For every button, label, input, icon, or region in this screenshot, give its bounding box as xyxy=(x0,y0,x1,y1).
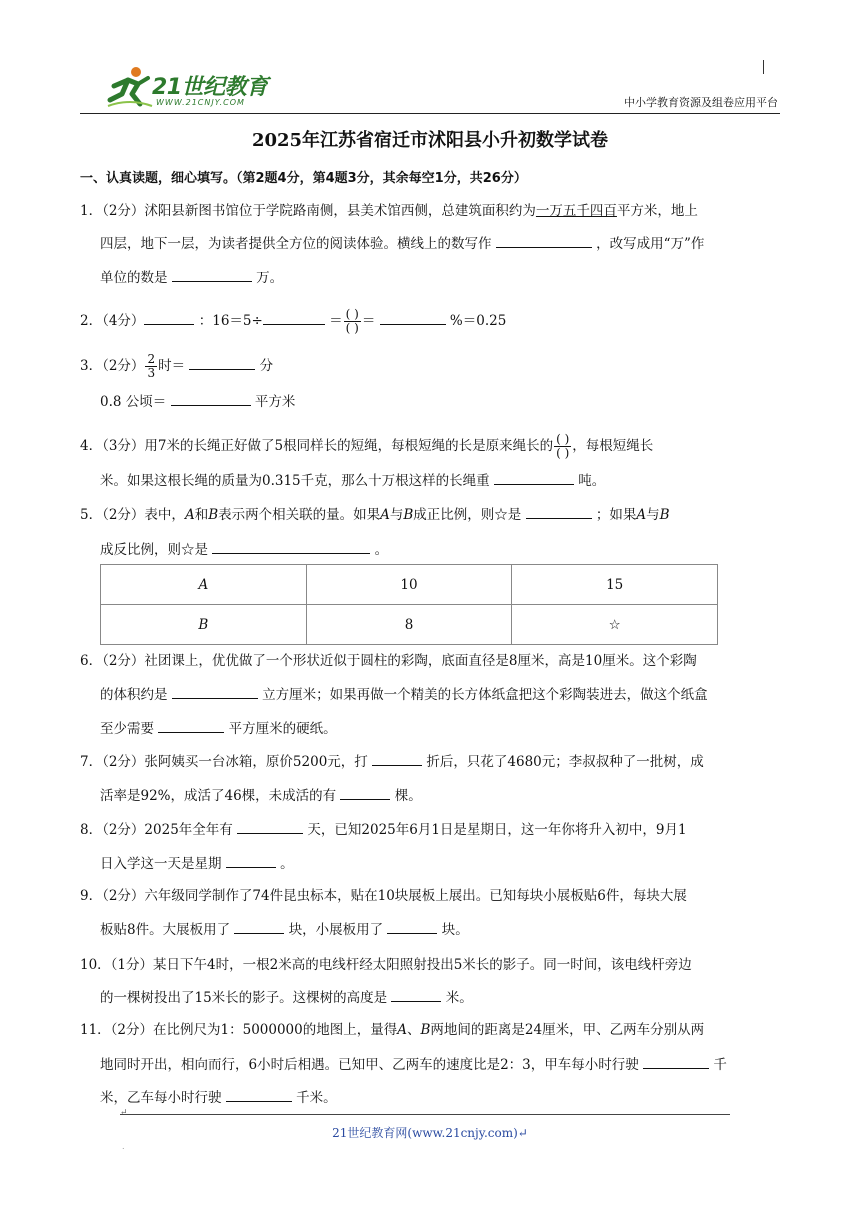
q2-answer-blank[interactable] xyxy=(263,310,325,325)
q2-fraction: $\frac{( )}{( )}$ xyxy=(345,307,359,335)
q5-answer-blank[interactable] xyxy=(526,504,592,519)
runner-logo-icon xyxy=(106,64,154,110)
q3-text: 分 xyxy=(259,358,274,374)
q2-answer-blank[interactable] xyxy=(380,310,446,325)
q2-text: ＝ xyxy=(329,313,343,329)
header-platform-text: 中小学教育资源及组卷应用平台 xyxy=(624,96,778,109)
footer-return-mark: ↵ xyxy=(120,1108,128,1118)
q4-text: ，每根短绳长 xyxy=(572,438,654,454)
table-cell: 15 xyxy=(512,565,718,605)
section-heading: 一、认真读题，细心填写。（第2题4分，第4题3分，其余每空1分，共26分） xyxy=(80,171,527,186)
q6-line3: 至少需要 平方厘米的硬纸。 xyxy=(100,718,337,739)
q1-text: 四层，地下一层，为读者提供全方位的阅读体验。横线上的数写作 xyxy=(100,236,492,252)
page-title: 2025年江苏省宿迁市沭阳县小升初数学试卷 xyxy=(251,130,609,151)
q8-line1: 8．（2分）2025年全年有 天，已知2025年6月1日是星期日，这一年你将升入初中，9月1 xyxy=(80,819,687,840)
q11-line3: 米，乙车每小时行驶 千米。 xyxy=(100,1087,337,1108)
q1-underlined-number: 一万五千四百 xyxy=(535,203,617,219)
q10-answer-blank[interactable] xyxy=(391,987,441,1002)
q5-line2: 成反比例，则☆是 。 xyxy=(100,539,388,560)
q3-line2 xyxy=(100,391,295,412)
logo-url: WWW.21CNJY.COM xyxy=(156,98,245,107)
logo-text: 21世纪教育 xyxy=(152,75,268,100)
q11-line1: 11．（2分）在比例尺为1：5000000的地图上，量得A、B两地间的距离是24厘米，甲、乙两车分别从两 xyxy=(80,1022,705,1038)
q7-answer-blank[interactable] xyxy=(372,751,422,766)
q2-text: ：16＝5÷ xyxy=(198,313,263,329)
table-cell: A xyxy=(101,565,307,605)
q11-answer-blank[interactable] xyxy=(643,1054,709,1069)
q4-answer-blank[interactable] xyxy=(494,470,574,485)
q3-answer-blank[interactable] xyxy=(189,355,255,370)
q3-text: 平方米 xyxy=(254,394,296,410)
q7-answer-blank[interactable] xyxy=(340,785,390,800)
q8-answer-blank[interactable] xyxy=(237,819,303,834)
table-row xyxy=(101,605,718,645)
q4-line1 xyxy=(80,433,653,460)
q5-table xyxy=(100,564,718,645)
q6-line1: 6．（2分）社团课上，优优做了一个形状近似于圆柱的彩陶，底面直径是8厘米，高是10厘米。这个彩陶 xyxy=(80,653,697,669)
q1-text: ，改写成用“万”作 xyxy=(596,236,705,252)
q3-line1 xyxy=(80,353,273,380)
q9-line1: 9．（2分）六年级同学制作了74件昆虫标本，贴在10块展板上展出。已知每块小展板贴6件，每块大展 xyxy=(80,888,687,904)
footer-link-text[interactable]: 21世纪教育网(www.21cnjy.com)↵ xyxy=(332,1126,528,1140)
q4-text: 4．（3分）用7米的长绳正好做了5根同样长的短绳，每根短绳的长是原来绳长的 xyxy=(80,438,554,454)
q2-text: 2．（4分） xyxy=(80,313,145,329)
q8-line2: 日入学这一天是星期 。 xyxy=(100,853,294,874)
q3-text: 3．（2分） xyxy=(80,358,145,374)
q4-text: 吨。 xyxy=(578,473,606,489)
q1-text: 1．（2分）沭阳县新图书馆位于学院路南侧，县美术馆西侧，总建筑面积约为 xyxy=(80,203,536,219)
q1-line3 xyxy=(100,267,283,288)
q7-line1: 7．（2分）张阿姨买一台冰箱，原价5200元，打 折后，只花了4680元；李叔叔种了一批树，成 xyxy=(80,751,704,772)
q7-line2: 活率是92%，成活了46棵，未成活的有 棵。 xyxy=(100,785,422,806)
table-cell: ☆ xyxy=(512,605,718,645)
footer-divider xyxy=(120,1114,730,1115)
q10-line1: 10．（1分）某日下午4时，一根2米高的电线杆经太阳照射投出5米长的影子。同一时间，该电线杆旁边 xyxy=(80,957,692,973)
table-row xyxy=(101,565,718,605)
q9-answer-blank[interactable] xyxy=(387,919,437,934)
q1-line2 xyxy=(100,233,704,254)
footer-dot: . xyxy=(122,1142,125,1151)
q4-text: 米。如果这根长绳的质量为0.315千克，那么十万根这样的长绳重 xyxy=(100,473,490,489)
q9-answer-blank[interactable] xyxy=(234,919,284,934)
q2-text: %＝0.25 xyxy=(449,313,507,329)
q4-fraction: $\frac{( )}{( )}$ xyxy=(556,432,570,460)
q1-text: 单位的数是 xyxy=(100,270,168,286)
q1-answer-blank[interactable] xyxy=(496,233,592,248)
q6-answer-blank[interactable] xyxy=(158,718,224,733)
q11-line2: 地同时开出，相向而行，6小时后相遇。已知甲、乙两车的速度比是2：3，甲车每小时行驶 千 xyxy=(100,1054,727,1075)
q5-line1: 5．（2分）表中，A和B表示两个相关联的量。如果A与B成正比例，则☆是 ；如果A与B xyxy=(80,504,670,525)
q3-text: 时＝ xyxy=(158,358,186,374)
q3-text: 0.8 公顷＝ xyxy=(100,394,167,410)
q11-answer-blank[interactable] xyxy=(226,1087,292,1102)
header-tick xyxy=(763,60,764,74)
table-cell: 8 xyxy=(306,605,512,645)
logo xyxy=(106,64,296,112)
q2-answer-blank[interactable] xyxy=(144,310,194,325)
q1-answer-blank[interactable] xyxy=(172,267,252,282)
q1-line1 xyxy=(80,201,698,221)
table-cell: B xyxy=(101,605,307,645)
table-cell: 10 xyxy=(306,565,512,605)
q5-answer-blank[interactable] xyxy=(212,539,370,554)
q6-answer-blank[interactable] xyxy=(172,684,258,699)
q2-text: ＝ xyxy=(361,313,376,329)
q9-line2: 板贴8件。大展板用了 块，小展板用了 块。 xyxy=(100,919,469,940)
header-divider xyxy=(80,113,780,114)
q8-answer-blank[interactable] xyxy=(226,853,276,868)
q3-fraction: $\frac{2}{3}$ xyxy=(147,352,156,380)
q4-line2 xyxy=(100,470,605,491)
q1-text: 万。 xyxy=(256,270,284,286)
q3-answer-blank[interactable] xyxy=(171,391,251,406)
q10-line2: 的一棵树投出了15米长的影子。这棵树的高度是 米。 xyxy=(100,987,473,1008)
q1-text: 平方米，地上 xyxy=(616,203,698,219)
q2-line xyxy=(80,308,506,335)
q6-line2: 的体积约是 立方厘米；如果再做一个精美的长方体纸盒把这个彩陶装进去，做这个纸盒 xyxy=(100,684,708,705)
